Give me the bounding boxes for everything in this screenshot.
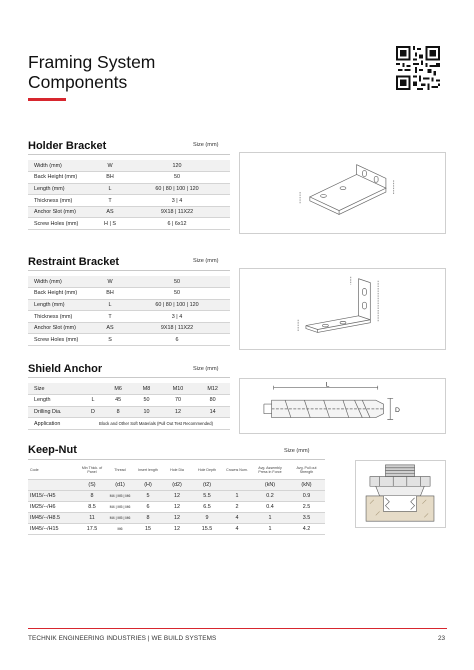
table-row: Length (mm) L 60 | 80 | 100 | 120 <box>28 183 230 195</box>
qr-code-icon <box>396 46 440 90</box>
holder-section-rule <box>28 154 230 155</box>
table-row: Screw Holes (mm) S 6 <box>28 334 230 346</box>
table-row: IM45/--/H15 17.5 M6 15 12 15.5 4 1 4.2 <box>28 523 325 534</box>
table-row: Back Height (mm) BH 50 <box>28 172 230 184</box>
keep-nut-drawing <box>355 460 446 528</box>
shield-size-label: Size (mm) <box>193 366 219 372</box>
table-row: Length L 45 50 70 80 <box>28 395 230 407</box>
keep-nut-title: Keep-Nut <box>28 444 77 456</box>
table-row: Drilling Dia. D 8 10 12 14 <box>28 406 230 418</box>
shield-section-rule <box>28 377 230 378</box>
shield-spec-table <box>28 383 230 430</box>
holder-bracket-drawing <box>239 152 446 234</box>
table-row: Size M6 M8 M10 M12 <box>28 383 230 395</box>
shield-anchor-drawing <box>239 378 446 434</box>
keepnut-spec-table <box>28 461 325 535</box>
shield-anchor-title: Shield Anchor <box>28 363 103 375</box>
footer-rule <box>28 628 447 629</box>
footer-text: TECHNIK ENGINEERING INDUSTRIES | WE BUILD SYSTEMS <box>28 635 217 642</box>
table-header-row: Code Min Thick. of Panel Thread Insert length Hole Dia Hole Depth Crowns Num. Avg. Assembly Press in Force Avg. Pull out Strength <box>28 461 325 479</box>
table-row: Length (mm) L 60 | 80 | 100 | 120 <box>28 299 230 311</box>
page-title <box>28 52 155 92</box>
table-row: Width (mm) W 50 <box>28 276 230 288</box>
holder-size-label: Size (mm) <box>193 142 219 148</box>
restraint-section-rule <box>28 270 230 271</box>
table-row: Screw Holes (mm) H | S 6 | 6x12 <box>28 218 230 230</box>
holder-bracket-title: Holder Bracket <box>28 140 107 152</box>
page-title-line2: Components <box>28 72 128 92</box>
restraint-spec-table <box>28 276 230 346</box>
table-row: Width (mm) W 120 <box>28 160 230 172</box>
table-units-row: (S) (d1) (H) (d2) (t2) (kN) (kN) <box>28 479 325 490</box>
table-row: IM15/--/H5 8 M4 | M5 | M6 5 12 5.5 1 0.2 0.9 <box>28 490 325 501</box>
holder-spec-table <box>28 160 230 230</box>
table-row: Thickness (mm) T 3 | 4 <box>28 195 230 207</box>
table-row: IM45/--/H8.5 11 M4 | M5 | M6 8 12 9 4 1 3.5 <box>28 512 325 523</box>
table-row: Thickness (mm) T 3 | 4 <box>28 311 230 323</box>
keepnut-section-rule <box>28 459 325 460</box>
table-row: Back Height (mm) BH 50 <box>28 288 230 300</box>
restraint-size-label: Size (mm) <box>193 258 219 264</box>
shield-diagram-diameter-label: D <box>395 406 400 414</box>
table-row: Anchor Slot (mm) AS 9X18 | 11X22 <box>28 322 230 334</box>
shield-diagram-length-label: L <box>325 381 330 389</box>
keepnut-size-label: Size (mm) <box>284 448 310 454</box>
page-number: 23 <box>438 635 446 642</box>
table-row: Anchor Slot (mm) AS 9X18 | 11X22 <box>28 206 230 218</box>
table-row: Application Block and Other Soft Materials (Pull Out Test Recommended) <box>28 418 230 430</box>
restraint-bracket-title: Restraint Bracket <box>28 256 120 268</box>
restraint-bracket-drawing <box>239 268 446 350</box>
table-row: IM25/--/H6 8.5 M4 | M5 | M6 6 12 6.5 2 0.4 2.5 <box>28 501 325 512</box>
page-title-line1: Framing System <box>28 52 156 72</box>
title-accent-rule <box>28 98 66 101</box>
